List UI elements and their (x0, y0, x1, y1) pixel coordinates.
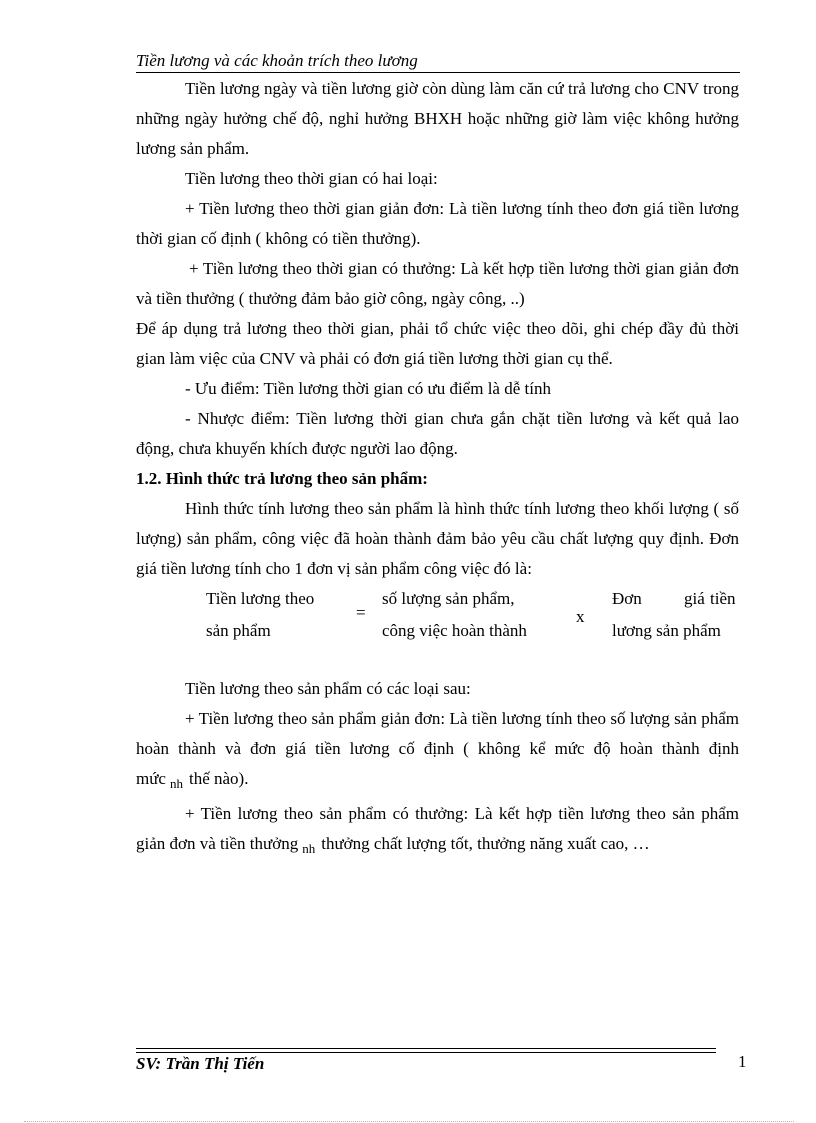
paragraph-2: Tiền lương theo thời gian có hai loại: (185, 169, 438, 188)
paragraph-1: Tiền lương ngày và tiền lương giờ còn dùng làm căn cứ trả lương cho CNV trong những ngày hưởng chế độ, nghỉ hưởng BHXH hoặc những giờ làm việc không hưởng lương sản phẩm. (136, 79, 739, 158)
header-title: Tiền lương và các khoản trích theo lương (136, 51, 418, 70)
paragraph-4: + Tiền lương theo thời gian có thưởng: Là kết hợp tiền lương thời gian giản đơn và tiền thưởng ( thưởng đảm bảo giờ công, ngày công, ..) (136, 259, 739, 308)
paragraph-10-end: thế nào). (188, 769, 249, 788)
formula-right-word2: giá (684, 589, 705, 608)
formula-equals-sign: = (356, 603, 366, 622)
formula-right-word1: Đơn (612, 589, 642, 608)
paragraph-9: Tiền lương theo sản phẩm có các loại sau: (185, 679, 471, 698)
paragraph-11-end: thưởng chất lượng tốt, thưởng năng xuất cao, … (321, 834, 650, 853)
footer-author: SV: Trần Thị Tiến (136, 1054, 265, 1073)
formula-right-word3: tiền (710, 589, 736, 608)
paragraph-10-fragment: nh (169, 776, 183, 791)
formula-left-line2: sản phẩm (206, 621, 271, 640)
formula-middle-line2: công việc hoàn thành (382, 621, 527, 640)
page-number: 1 (738, 1052, 747, 1071)
section-heading: 1.2. Hình thức trả lương theo sản phẩm: (136, 469, 428, 488)
paragraph-advantage: - Ưu điểm: Tiền lương thời gian có ưu điểm là dễ tính (185, 379, 551, 398)
paragraph-10-text: + Tiền lương theo sản phẩm giản đơn: Là tiền lương tính theo số lượng sản phẩm hoàn thành và đơn giá tiền lương cố định ( không kể mức độ hoàn thành định mức (136, 709, 739, 788)
paragraph-11-fragment: nh (302, 841, 316, 856)
paragraph-disadvantage: - Nhược điểm: Tiền lương thời gian chưa gắn chặt tiền lương và kết quả lao động, chưa khuyến khích được người lao động. (136, 409, 739, 458)
document-body (136, 74, 739, 864)
formula-middle-line1: số lượng sản phẩm, (382, 589, 515, 608)
formula-right-line2: lương sản phẩm (612, 621, 721, 640)
paragraph-11-text: + Tiền lương theo sản phẩm có thưởng: Là kết hợp tiền lương theo sản phẩm giản đơn và tiền thưởng (136, 804, 739, 853)
formula-times-sign: x (576, 607, 585, 626)
paragraph-8: Hình thức tính lương theo sản phẩm là hình thức tính lương theo khối lượng ( số lượng) sản phẩm, công việc đã hoàn thành đảm bảo yêu cầu chất lượng quy định. Đơn giá tiền lương tính cho 1 đơn vị sản phẩm công việc đó là: (136, 499, 739, 578)
paragraph-5: Để áp dụng trả lương theo thời gian, phải tổ chức việc theo dõi, ghi chép đầy đủ thời gian làm việc của CNV và phải có đơn giá tiền lương thời gian cụ thể. (136, 319, 739, 368)
wage-formula (136, 584, 739, 674)
page-bottom-divider (24, 1121, 794, 1122)
running-header (136, 50, 740, 73)
paragraph-11 (136, 799, 739, 864)
formula-left-line1: Tiền lương theo (206, 589, 315, 608)
paragraph-10 (136, 704, 739, 799)
paragraph-3: + Tiền lương theo thời gian giản đơn: Là tiền lương tính theo đơn giá tiền lương thời gian cố định ( không có tiền thưởng). (136, 199, 739, 248)
